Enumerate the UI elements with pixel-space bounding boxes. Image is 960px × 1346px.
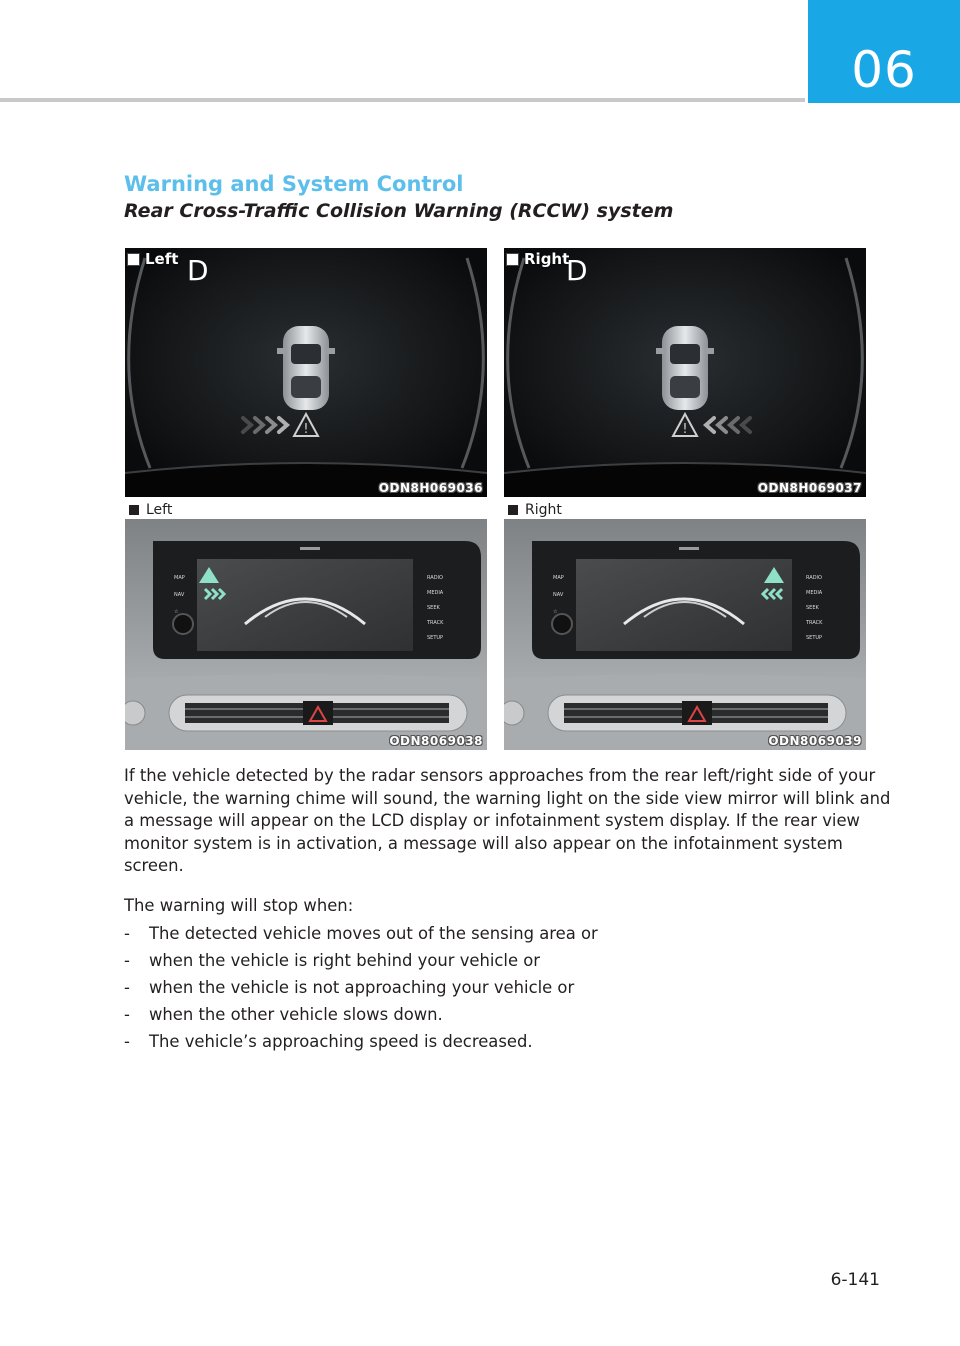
gear-indicator: D: [187, 254, 209, 287]
car-top-view-icon: [277, 326, 335, 410]
figure-code: ODN8069038: [389, 734, 483, 748]
cluster-right-figure: [504, 248, 866, 497]
hardkey-favorite: ☆: [174, 609, 179, 615]
hardkey-seek: SEEK: [806, 605, 819, 611]
svg-text:!: !: [303, 422, 309, 437]
cluster-right-label: Right: [506, 250, 569, 268]
hardkey-track: TRACK: [427, 620, 444, 626]
square-icon: [506, 253, 519, 266]
warning-stop-lead: The warning will stop when:: [124, 896, 354, 915]
chapter-tab: 06: [808, 0, 960, 103]
hardkey-media: MEDIA: [806, 590, 823, 596]
sub-title: Rear Cross-Traffic Collision Warning (RCCW) system: [124, 200, 674, 222]
hardkey-nav: NAV: [553, 592, 564, 598]
hardkey-nav: NAV: [174, 592, 185, 598]
screen-right-figure: [504, 519, 866, 750]
figure-code: ODN8H069036: [378, 481, 483, 495]
body-paragraph: If the vehicle detected by the radar sensors approaches from the rear left/right side of your vehicle, the warning chime will sound, the warning light on the side view mirror will blink and a message will appear on the LCD display or infotainment system display. If the rear view monitor system is in activation, a message will also appear on the infotainment system screen.: [124, 766, 891, 875]
figure-code: ODN8H069037: [757, 481, 862, 495]
gear-indicator: D: [566, 254, 588, 287]
cluster-left-label: Left: [127, 250, 178, 268]
car-top-view-icon: [656, 326, 714, 410]
list-item: - when the vehicle is right behind your vehicle or: [124, 951, 541, 970]
list-item: - The vehicle’s approaching speed is decreased.: [124, 1032, 533, 1051]
screen-left-hardkeys: [553, 575, 564, 615]
page-number: 6-141: [830, 1270, 880, 1290]
hardkey-map: MAP: [553, 575, 564, 581]
hardkey-setup: SETUP: [427, 635, 444, 641]
hardkey-map: MAP: [174, 575, 185, 581]
cluster-left-figure: [125, 248, 487, 497]
hardkey-setup: SETUP: [806, 635, 823, 641]
square-icon: [508, 505, 518, 515]
hardkey-seek: SEEK: [427, 605, 440, 611]
screen-right-label: Right: [508, 502, 562, 518]
screen-left-label: Left: [129, 502, 172, 518]
section-title: Warning and System Control: [124, 172, 464, 196]
square-icon: [129, 505, 139, 515]
header-rule: [0, 98, 805, 102]
hardkey-favorite: ☆: [553, 609, 558, 615]
screen-left-figure: [125, 519, 487, 750]
hardkey-track: TRACK: [806, 620, 823, 626]
screen-right-hardkeys: [806, 575, 822, 641]
list-item: - The detected vehicle moves out of the sensing area or: [124, 924, 598, 943]
square-icon: [127, 253, 140, 266]
svg-text:!: !: [682, 422, 688, 437]
hardkey-radio: RADIO: [806, 575, 822, 581]
screen-right-hardkeys: [427, 575, 443, 641]
warning-stop-list: [124, 920, 598, 1055]
screen-left-hardkeys: [174, 575, 185, 615]
hardkey-media: MEDIA: [427, 590, 444, 596]
list-item: - when the other vehicle slows down.: [124, 1005, 443, 1024]
hardkey-radio: RADIO: [427, 575, 443, 581]
list-item: - when the vehicle is not approaching your vehicle or: [124, 978, 575, 997]
figure-code: ODN8069039: [768, 734, 862, 748]
